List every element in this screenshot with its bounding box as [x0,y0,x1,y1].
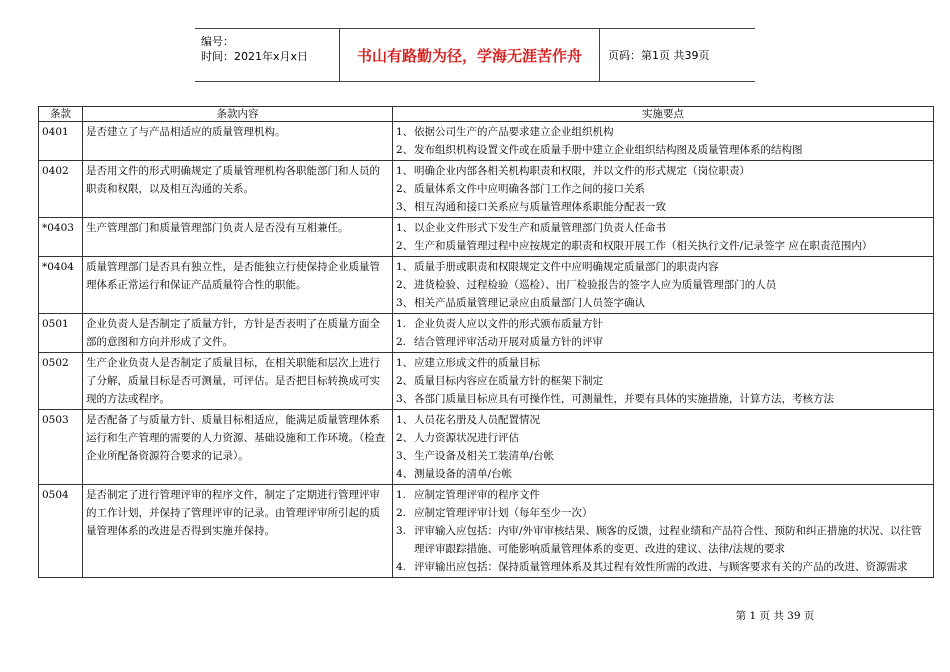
key-point-item [396,237,930,255]
key-points-cell [393,485,934,578]
key-point-number: 3、 [396,393,414,405]
header-meta [195,29,340,81]
table-body [39,122,934,578]
table-row [39,314,934,353]
table-row [39,122,934,161]
key-point-item [396,162,930,180]
key-point-number: 3、 [396,201,414,213]
key-point-text: 人员花名册及人员配置情况 [414,414,540,426]
key-point-item [396,372,930,390]
key-point-number: 2、 [396,144,414,156]
key-points-cell [393,410,934,485]
clause-content: 是否建立了与产品相适应的质量管理机构。 [83,122,393,161]
key-point-text: 人力资源状况进行评估 [414,432,519,444]
key-point-number: 1、 [396,357,414,369]
clause-number: 0503 [39,410,83,485]
key-point-text: 发布组织机构设置文件或在质量手册中建立企业组织结构图及质量管理体系的结构图 [414,144,803,156]
key-point-text: 应建立形成文件的质量目标 [414,357,540,369]
key-points-cell [393,353,934,410]
clause-number: 0502 [39,353,83,410]
page-footer: 第 1 页 共 39 页 [735,610,815,622]
table-row [39,257,934,314]
table-row [39,161,934,218]
key-point-text: 评审输出应包括：保持质量管理体系及其过程有效性所需的改进、与顾客要求有关的产品的改进、资源需求 [414,561,908,573]
key-point-number: 4. [396,561,407,573]
key-point-number: 1、 [396,414,414,426]
key-point-item [396,198,930,216]
key-point-number: 4、 [396,468,414,480]
key-points-cell [393,122,934,161]
key-point-item [396,504,930,522]
clause-content: 生产企业负责人是否制定了质量目标，在相关职能和层次上进行了分解，质量目标是否可测量，可评估。是否把目标转换成可实现的方法或程序。 [83,353,393,410]
key-point-text: 生产设备及相关工装清单/台帐 [414,450,555,462]
key-point-item [396,486,930,504]
key-point-item [396,141,930,159]
key-point-text: 各部门质量目标应具有可操作性，可测量性，并要有具体的实施措施，计算方法，考核方法 [414,393,834,405]
key-point-number: 2、 [396,432,414,444]
clause-number: *0404 [39,257,83,314]
document-header [195,28,755,82]
key-point-number: 2、 [396,279,414,291]
key-point-item [396,315,930,333]
key-point-number: 3、 [396,297,414,309]
key-point-text: 企业负责人应以文件的形式颁布质量方针 [414,318,603,330]
clause-number: 0401 [39,122,83,161]
key-point-number: 3. [396,525,407,537]
key-point-text: 进货检验、过程检验（巡检）、出厂检验报告的签字人应为质量管理部门的人员 [414,279,777,291]
key-point-text: 应制定管理评审计划（每年至少一次） [414,507,593,519]
column-header-key-points: 实施要点 [393,107,934,122]
key-point-number: 1. [396,318,407,330]
key-point-number: 1、 [396,261,414,273]
key-point-item [396,429,930,447]
key-points-cell [393,314,934,353]
clause-table [38,106,934,578]
key-point-item [396,276,930,294]
key-point-text: 以企业文件形式下发生产和质量管理部门负责人任命书 [414,222,666,234]
key-point-text: 相互沟通和接口关系应与质量管理体系职能分配表一致 [414,201,666,213]
document-time-label: 时间：2021年x月x日 [201,50,309,63]
key-point-item [396,354,930,372]
key-points-cell [393,218,934,257]
key-point-item [396,294,930,312]
key-point-item [396,522,930,558]
key-point-text: 质量手册或职责和权限规定文件中应明确规定质量部门的职责内容 [414,261,719,273]
key-point-text: 评审输入应包括：内审/外审审核结果、顾客的反馈，过程业绩和产品符合性、预防和纠正措施的状况、以往管理评审跟踪措施、可能影响质量管理体系的变更、改进的建议、法律/法规的要求 [414,525,922,555]
key-point-item [396,558,930,576]
table-row [39,353,934,410]
key-point-item [396,123,930,141]
table-row [39,218,934,257]
key-point-text: 质量目标内容应在质量方针的框架下制定 [414,375,603,387]
key-points-cell [393,161,934,218]
key-point-item [396,180,930,198]
key-point-item [396,447,930,465]
key-point-number: 1、 [396,126,414,138]
clause-content: 生产管理部门和质量管理部门负责人是否没有互相兼任。 [83,218,393,257]
key-point-text: 相关产品质量管理记录应由质量部门人员签字确认 [414,297,645,309]
clause-number: 0501 [39,314,83,353]
key-points-cell [393,257,934,314]
key-point-number: 1、 [396,165,414,177]
key-point-text: 生产和质量管理过程中应按规定的职责和权限开展工作（相关执行文件/记录签字 应在职责范围内） [414,240,873,252]
document-number-label: 编号： [201,35,234,48]
key-point-number: 3、 [396,450,414,462]
key-point-number: 2、 [396,240,414,252]
key-point-text: 结合管理评审活动开展对质量方针的评审 [414,336,603,348]
clause-content: 是否配备了与质量方针、质量目标相适应，能满足质量管理体系运行和生产管理的需要的人力资源、基础设施和工作环境。（检查企业所配备资源符合要求的记录）。 [83,410,393,485]
table-header-row [39,107,934,122]
key-point-text: 应制定管理评审的程序文件 [414,489,540,501]
clause-number: 0402 [39,161,83,218]
column-header-clause-content: 条款内容 [83,107,393,122]
clause-number: 0504 [39,485,83,578]
key-point-item [396,411,930,429]
header-page-label: 页码：第1页 共39页 [608,49,710,62]
key-point-number: 1、 [396,222,414,234]
key-point-text: 明确企业内部各相关机构职责和权限，并以文件的形式规定（岗位职责） [414,165,750,177]
key-point-text: 质量体系文件中应明确各部门工作之间的接口关系 [414,183,645,195]
key-point-item [396,258,930,276]
clause-content: 是否制定了进行管理评审的程序文件，制定了定期进行管理评审的工作计划，并保持了管理评审的记录。由管理评审所引起的质量管理体系的改进是否得到实施并保持。 [83,485,393,578]
clause-content: 是否用文件的形式明确规定了质量管理机构各职能部门和人员的职责和权限，以及相互沟通的关系。 [83,161,393,218]
key-point-number: 2. [396,336,407,348]
column-header-clause-number: 条款 [39,107,83,122]
key-point-text: 依据公司生产的产品要求建立企业组织机构 [414,126,614,138]
key-point-item [396,465,930,483]
clause-content: 企业负责人是否制定了质量方针，方针是否表明了在质量方面全部的意图和方向并形成了文件。 [83,314,393,353]
key-point-number: 1. [396,489,407,501]
key-point-item [396,390,930,408]
table-row [39,485,934,578]
key-point-text: 测量设备的清单/台帐 [414,468,513,480]
key-point-number: 2、 [396,183,414,195]
key-point-item [396,333,930,351]
clause-content: 质量管理部门是否具有独立性，是否能独立行使保持企业质量管理体系正常运行和保证产品质量符合性的职能。 [83,257,393,314]
key-point-number: 2. [396,507,407,519]
key-point-item [396,219,930,237]
clause-number: *0403 [39,218,83,257]
header-slogan: 书山有路勤为径，学海无涯苦作舟 [340,29,600,81]
key-point-number: 2、 [396,375,414,387]
table-row [39,410,934,485]
